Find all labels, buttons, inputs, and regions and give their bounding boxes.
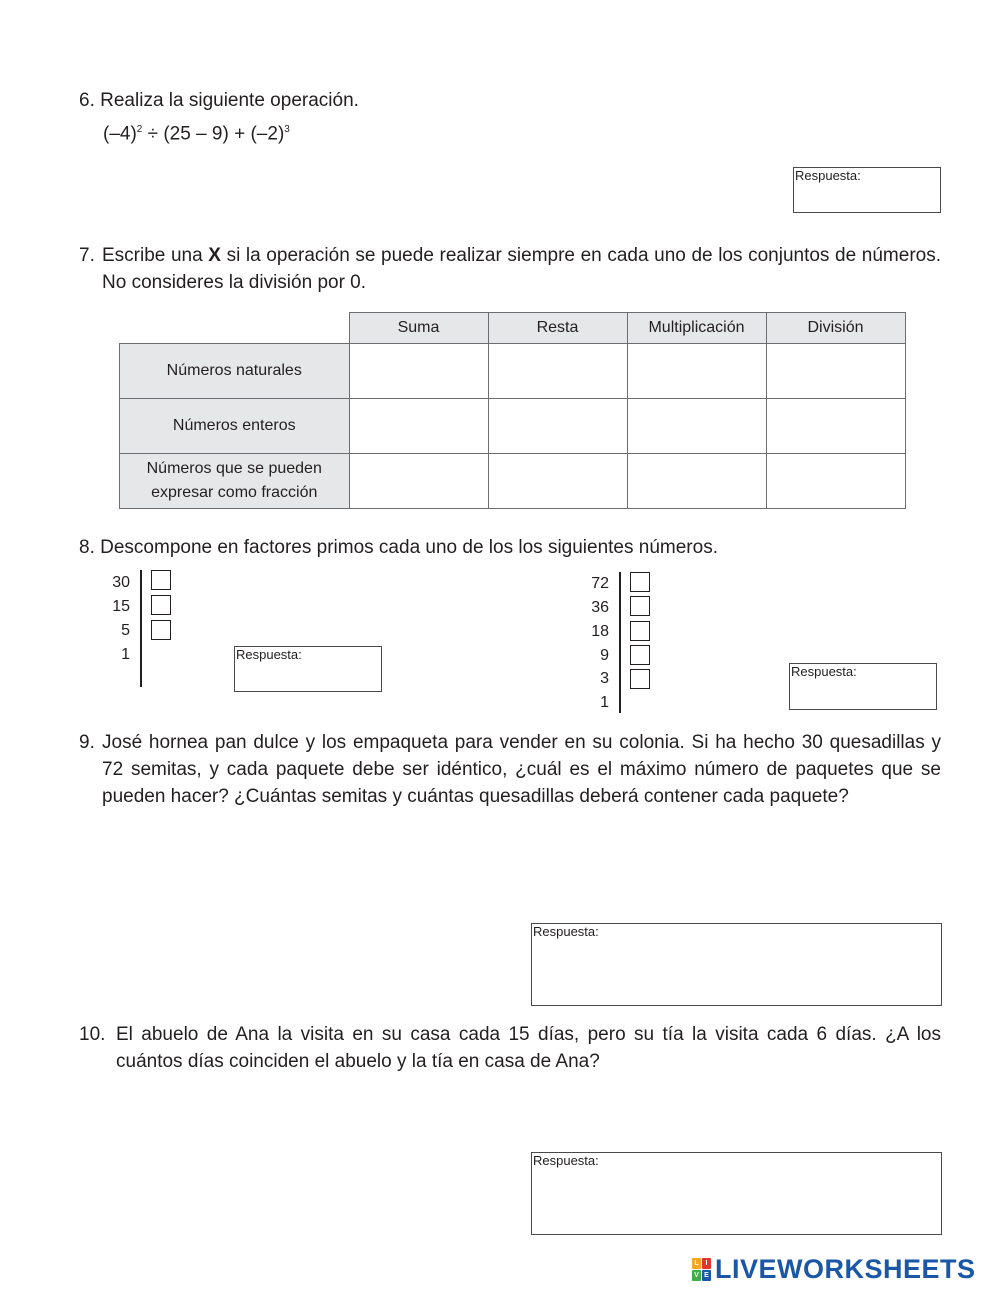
question-text: Realiza la siguiente operación. <box>100 90 359 111</box>
answer-cell[interactable] <box>349 454 488 509</box>
answer-cell[interactable] <box>766 344 905 399</box>
answer-label: Respuesta: <box>795 168 861 183</box>
answer-cell[interactable] <box>488 399 627 454</box>
factor-input[interactable] <box>630 669 650 689</box>
factor-input[interactable] <box>630 572 650 592</box>
column-header: Resta <box>488 313 627 344</box>
answer-box-q9[interactable] <box>531 923 942 1006</box>
expression: $(-4)^2 \div (25 - 9) + (-2)^3$ <box>103 123 290 145</box>
factor-input[interactable] <box>151 595 171 615</box>
row-header: Números que se pueden expresar como fracción <box>120 454 350 509</box>
answer-box-q6[interactable] <box>793 167 941 213</box>
question-number: 10. <box>79 1024 106 1045</box>
answer-label: Respuesta: <box>236 647 302 662</box>
question-number: 6. <box>79 90 95 111</box>
column-header: Suma <box>349 313 488 344</box>
ladder-number: 15 <box>112 598 130 615</box>
answer-cell[interactable] <box>349 399 488 454</box>
ladder-number: 9 <box>600 647 609 664</box>
factor-input[interactable] <box>151 570 171 590</box>
logo-text: LIVEWORKSHEETS <box>715 1253 976 1284</box>
ladder-number: 30 <box>112 574 130 591</box>
answer-label: Respuesta: <box>533 924 599 939</box>
question-9 <box>79 729 941 810</box>
question-text: El abuelo de Ana la visita en su casa cada 15 días, pero su tía la visita cada 6 días. ¿A los cuántos días coinciden el abuelo y la tía en casa de Ana? <box>116 1024 941 1072</box>
factor-input[interactable] <box>630 596 650 616</box>
ladder-number: 72 <box>591 575 609 592</box>
factor-input[interactable] <box>630 645 650 665</box>
answer-cell[interactable] <box>627 344 766 399</box>
column-header: Multiplicación <box>627 313 766 344</box>
factor-input[interactable] <box>151 620 171 640</box>
factor-input[interactable] <box>630 621 650 641</box>
ladder-number: 1 <box>600 694 609 711</box>
answer-cell[interactable] <box>627 399 766 454</box>
answer-label: Respuesta: <box>791 664 857 679</box>
question-10 <box>79 1021 941 1075</box>
question-text: Descompone en factores primos cada uno de los los siguientes números. <box>100 537 718 558</box>
ladder-number: 1 <box>121 646 130 663</box>
answer-cell[interactable] <box>349 344 488 399</box>
question-number: 7. <box>79 245 95 266</box>
answer-box-q10[interactable] <box>531 1152 942 1235</box>
row-header: Números naturales <box>120 344 350 399</box>
question-8 <box>79 534 939 561</box>
answer-label: Respuesta: <box>533 1153 599 1168</box>
answer-cell[interactable] <box>627 454 766 509</box>
logo-mark-icon: L I V E <box>692 1258 711 1281</box>
answer-cell[interactable] <box>488 344 627 399</box>
ladder-line <box>619 572 621 713</box>
row-header: Números enteros <box>120 399 350 454</box>
question-7: 7. Escribe una X si la operación se puede realizar siempre en cada uno de los conjuntos de números. No consideres la división por 0. <box>79 242 941 296</box>
question-number: 9. <box>79 732 95 753</box>
answer-cell[interactable] <box>766 399 905 454</box>
number-sets-table <box>119 312 906 509</box>
question-text: José hornea pan dulce y los empaqueta para vender en su colonia. Si ha hecho 30 quesadillas y 72 semitas, y cada paquete debe ser idéntico, ¿cuál es el máximo número de paquetes que se pueden hacer? ¿Cuántas semitas y cuántas quesadillas deberá contener cada paquete? <box>102 732 941 807</box>
ladder-number: 5 <box>121 622 130 639</box>
answer-cell[interactable] <box>766 454 905 509</box>
question-number: 8. <box>79 537 95 558</box>
question-6 <box>79 87 939 114</box>
ladder-number: 36 <box>591 599 609 616</box>
answer-box-q8-left[interactable] <box>234 646 382 692</box>
answer-box-q8-right[interactable] <box>789 663 937 710</box>
ladder-number: 3 <box>600 670 609 687</box>
answer-cell[interactable] <box>488 454 627 509</box>
ladder-number: 18 <box>591 623 609 640</box>
column-header: División <box>766 313 905 344</box>
liveworksheets-logo <box>692 1254 976 1284</box>
ladder-line <box>140 570 142 687</box>
